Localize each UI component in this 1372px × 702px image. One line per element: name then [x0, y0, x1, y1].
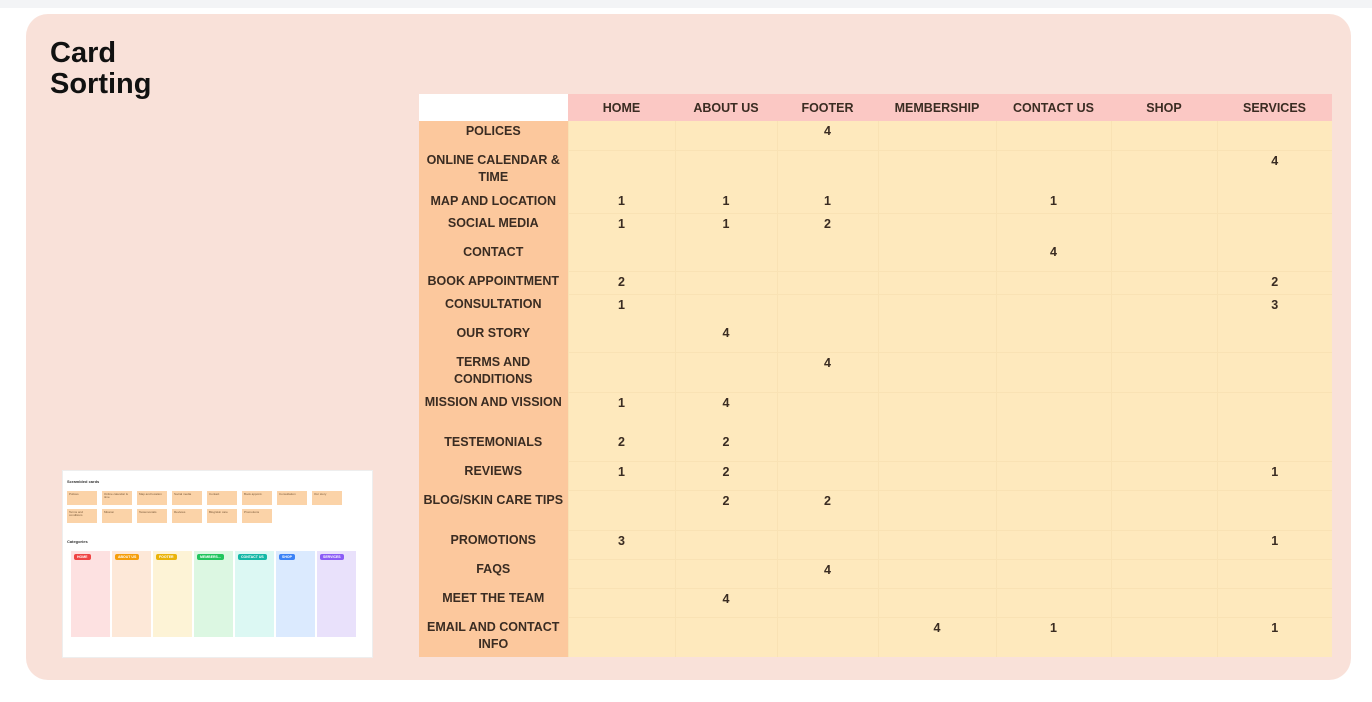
row-label: POLICES [419, 121, 568, 150]
count-cell [1111, 121, 1217, 150]
row-label: CONTACT [419, 242, 568, 271]
count-cell [568, 352, 675, 392]
count-cell: 2 [675, 432, 777, 461]
count-cell [878, 559, 996, 588]
card-sorting-panel [26, 14, 1351, 680]
count-cell: 4 [878, 617, 996, 657]
column-header-footer: FOOTER [777, 94, 878, 121]
count-cell: 4 [996, 242, 1111, 271]
count-cell: 2 [675, 490, 777, 530]
table-row [419, 191, 1332, 213]
count-cell: 3 [568, 530, 675, 559]
count-cell: 1 [675, 213, 777, 242]
thumb-card-label: Promotions [244, 510, 260, 514]
thumb-category-tag: CONTACT US [238, 554, 267, 560]
count-cell [878, 461, 996, 490]
count-cell [996, 559, 1111, 588]
row-label: REVIEWS [419, 461, 568, 490]
thumb-card-label: Blog/skin care [209, 510, 228, 514]
count-cell: 1 [996, 617, 1111, 657]
thumb-card [137, 491, 167, 505]
count-cell [878, 121, 996, 150]
row-label: TESTEMONIALS [419, 432, 568, 461]
row-label: BOOK APPOINTMENT [419, 271, 568, 294]
thumb-category-tag: SERVICES [320, 554, 344, 560]
count-cell: 2 [675, 461, 777, 490]
top-bar [0, 0, 1372, 8]
table-row [419, 121, 1332, 150]
count-cell [1217, 432, 1332, 461]
count-cell: 1 [675, 191, 777, 213]
table-row [419, 461, 1332, 490]
count-cell: 4 [777, 352, 878, 392]
count-cell [1217, 392, 1332, 432]
thumb-card-label: Map and location [139, 492, 162, 496]
count-cell [878, 294, 996, 323]
count-cell [996, 588, 1111, 617]
thumb-category-column [153, 551, 192, 637]
table-row [419, 242, 1332, 271]
table-row [419, 323, 1332, 352]
count-cell [568, 617, 675, 657]
count-cell [568, 150, 675, 191]
count-cell: 1 [568, 213, 675, 242]
count-cell [996, 323, 1111, 352]
count-cell [996, 213, 1111, 242]
count-cell [1217, 242, 1332, 271]
count-cell [996, 121, 1111, 150]
row-label: MEET THE TEAM [419, 588, 568, 617]
count-cell: 2 [777, 490, 878, 530]
count-cell: 1 [996, 191, 1111, 213]
count-cell [996, 392, 1111, 432]
column-header-services: SERVICES [1217, 94, 1332, 121]
thumb-card-label: Mission [104, 510, 115, 514]
count-cell: 4 [1217, 150, 1332, 191]
table-row [419, 490, 1332, 530]
row-label: TERMS AND CONDITIONS [419, 352, 568, 392]
count-cell: 4 [675, 588, 777, 617]
count-cell [777, 617, 878, 657]
count-cell: 1 [1217, 617, 1332, 657]
count-cell [1111, 432, 1217, 461]
count-cell [777, 242, 878, 271]
count-cell [1217, 323, 1332, 352]
count-cell [996, 432, 1111, 461]
thumb-category-tag: HOME [74, 554, 91, 560]
count-cell: 1 [777, 191, 878, 213]
thumb-card [137, 509, 167, 523]
thumb-category-column [235, 551, 274, 637]
count-cell [1217, 559, 1332, 588]
board-thumbnail[interactable] [62, 470, 373, 658]
count-cell [1111, 617, 1217, 657]
thumb-category-column [71, 551, 110, 637]
row-label: OUR STORY [419, 323, 568, 352]
thumb-card-label: Terms and conditions [69, 510, 84, 517]
thumb-category-tag: MEMBERS... [197, 554, 224, 560]
table-row [419, 617, 1332, 657]
thumb-card [207, 509, 237, 523]
count-cell [777, 323, 878, 352]
thumb-card-label: Polices [69, 492, 79, 496]
count-cell [1217, 121, 1332, 150]
table-row [419, 392, 1332, 432]
count-cell [878, 490, 996, 530]
count-cell [996, 352, 1111, 392]
count-cell [675, 150, 777, 191]
count-cell [1111, 352, 1217, 392]
table-row [419, 150, 1332, 191]
count-cell [1111, 213, 1217, 242]
count-cell: 2 [777, 213, 878, 242]
count-cell [1217, 490, 1332, 530]
table-row [419, 559, 1332, 588]
thumb-card [67, 509, 97, 523]
count-cell: 3 [1217, 294, 1332, 323]
count-cell [675, 121, 777, 150]
count-cell [1217, 213, 1332, 242]
thumb-scrambled-title: Scrambled cards [67, 479, 100, 484]
count-cell [675, 294, 777, 323]
count-cell: 1 [568, 392, 675, 432]
count-cell [1111, 191, 1217, 213]
count-cell: 2 [568, 271, 675, 294]
thumb-category-tag: ABOUT US [115, 554, 139, 560]
count-cell: 1 [1217, 530, 1332, 559]
row-label: SOCIAL MEDIA [419, 213, 568, 242]
count-cell [1111, 461, 1217, 490]
thumb-card [312, 491, 342, 505]
thumb-card-label: Testemonials [139, 510, 157, 514]
count-cell [675, 352, 777, 392]
table-row [419, 530, 1332, 559]
column-header-shop: SHOP [1111, 94, 1217, 121]
count-cell [568, 588, 675, 617]
page-title [50, 38, 200, 100]
count-cell [996, 271, 1111, 294]
row-label: MISSION AND VISSION [419, 392, 568, 432]
count-cell [996, 294, 1111, 323]
count-cell [777, 461, 878, 490]
count-cell [568, 490, 675, 530]
count-cell [878, 352, 996, 392]
count-cell: 1 [1217, 461, 1332, 490]
thumb-card [102, 509, 132, 523]
thumb-category-column [276, 551, 315, 637]
column-header-home: HOME [568, 94, 675, 121]
table-row [419, 271, 1332, 294]
count-cell [878, 191, 996, 213]
count-cell [1111, 323, 1217, 352]
count-cell [777, 530, 878, 559]
count-cell [996, 530, 1111, 559]
count-cell [777, 392, 878, 432]
row-label: CONSULTATION [419, 294, 568, 323]
count-cell [568, 121, 675, 150]
count-cell [777, 294, 878, 323]
count-cell [1111, 559, 1217, 588]
thumb-card [67, 491, 97, 505]
count-cell: 4 [675, 392, 777, 432]
thumb-card-label: Reviews [174, 510, 186, 514]
count-cell [1111, 588, 1217, 617]
thumb-category-tag: SHOP [279, 554, 295, 560]
thumb-category-column [317, 551, 356, 637]
count-cell [878, 242, 996, 271]
count-cell: 2 [568, 432, 675, 461]
row-label: ONLINE CALENDAR & TIME [419, 150, 568, 191]
thumb-card [172, 491, 202, 505]
count-cell [1111, 392, 1217, 432]
count-cell [878, 432, 996, 461]
thumb-card-label: Our story [314, 492, 327, 496]
thumb-card [207, 491, 237, 505]
count-cell [878, 323, 996, 352]
count-cell [1111, 271, 1217, 294]
title-line-2: Sorting [50, 68, 152, 100]
count-cell [878, 588, 996, 617]
count-cell: 1 [568, 461, 675, 490]
thumb-card [102, 491, 132, 505]
table-row [419, 432, 1332, 461]
count-cell [878, 392, 996, 432]
count-cell [996, 461, 1111, 490]
thumb-card [242, 509, 272, 523]
count-cell [1111, 150, 1217, 191]
column-header-row [419, 94, 1332, 121]
count-cell [996, 150, 1111, 191]
thumb-card-label: Contact [209, 492, 220, 496]
count-cell [675, 271, 777, 294]
thumb-card-label: Book appoint. [244, 492, 263, 496]
row-label: EMAIL AND CONTACT INFO [419, 617, 568, 657]
thumb-category-tag: FOOTER [156, 554, 177, 560]
count-cell: 2 [1217, 271, 1332, 294]
count-cell [1111, 490, 1217, 530]
count-cell [777, 432, 878, 461]
table-row [419, 588, 1332, 617]
count-cell [675, 530, 777, 559]
thumb-card [172, 509, 202, 523]
count-cell [878, 213, 996, 242]
count-cell [878, 530, 996, 559]
card-sorting-matrix [419, 94, 1332, 657]
count-cell [777, 150, 878, 191]
thumb-categories-title: Categories [67, 539, 88, 544]
row-label: BLOG/SKIN CARE TIPS [419, 490, 568, 530]
count-cell: 1 [568, 191, 675, 213]
count-cell [675, 242, 777, 271]
thumb-card-label: Consultation [279, 492, 296, 496]
table-row [419, 352, 1332, 392]
count-cell: 1 [568, 294, 675, 323]
thumb-card [242, 491, 272, 505]
count-cell: 4 [675, 323, 777, 352]
count-cell [1111, 530, 1217, 559]
count-cell [777, 588, 878, 617]
count-cell [1111, 294, 1217, 323]
thumb-card-label: Social media [174, 492, 192, 496]
column-header-contact-us: CONTACT US [996, 94, 1111, 121]
row-label: FAQS [419, 559, 568, 588]
count-cell [1217, 588, 1332, 617]
table-row [419, 294, 1332, 323]
count-cell [675, 617, 777, 657]
row-label: MAP AND LOCATION [419, 191, 568, 213]
thumb-card-label: Online calendar & time [104, 492, 128, 499]
count-cell [777, 271, 878, 294]
row-label: PROMOTIONS [419, 530, 568, 559]
count-cell [568, 242, 675, 271]
count-cell [996, 490, 1111, 530]
title-line-1: Card [50, 37, 117, 69]
count-cell [1217, 352, 1332, 392]
count-cell [568, 323, 675, 352]
thumb-card [277, 491, 307, 505]
count-cell: 4 [777, 121, 878, 150]
count-cell [878, 271, 996, 294]
count-cell [878, 150, 996, 191]
count-cell [675, 559, 777, 588]
column-header-membership: MEMBERSHIP [878, 94, 996, 121]
thumb-category-column [112, 551, 151, 637]
table-row [419, 213, 1332, 242]
column-header-about-us: ABOUT US [675, 94, 777, 121]
count-cell [1111, 242, 1217, 271]
count-cell: 4 [777, 559, 878, 588]
count-cell [1217, 191, 1332, 213]
thumb-category-column [194, 551, 233, 637]
count-cell [568, 559, 675, 588]
header-corner-cell [419, 94, 568, 121]
